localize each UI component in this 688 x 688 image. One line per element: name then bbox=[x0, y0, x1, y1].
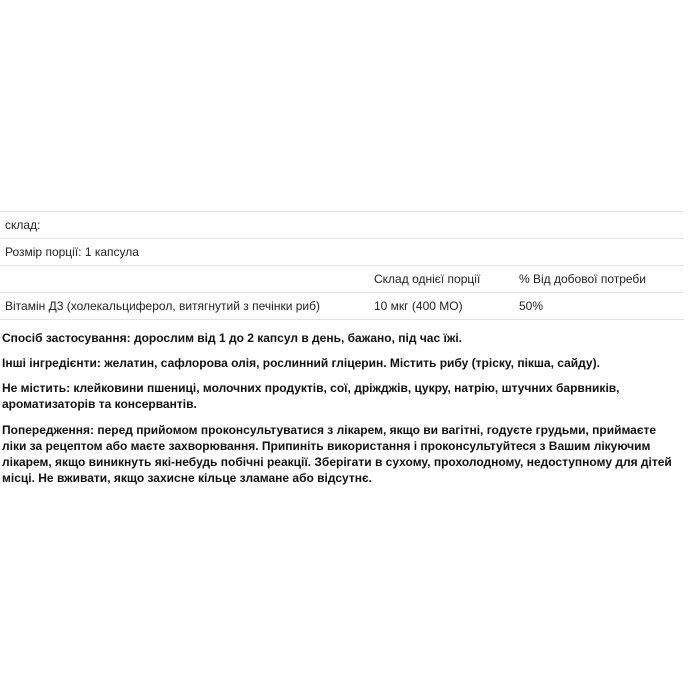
composition-header-row bbox=[0, 212, 684, 239]
free-of-text: клейковини пшениці, молочних продуктів, сої, дріжджів, цукру, натрію, штучних барвників, ароматизаторів та консервантів. bbox=[2, 381, 620, 411]
serving-size-row bbox=[0, 239, 684, 266]
warning-text: перед прийомом проконсультуватися з лікарем, якщо ви вагітні, годуєте грудьми, приймаєте ліки за рецептом або маєте захворювання. Припиніть використання і проконсультуйтеся з Вашим лікуючим лікарем, якщо виникнуть які-небудь побічні реакції. Зберігати в сухому, прохолодному, недоступному для дітей місці. Не вживати, якщо захисне кільце зламане або відсутнє. bbox=[2, 423, 672, 485]
nutrient-amount: 10 мкг (400 МО) bbox=[369, 293, 514, 320]
free-of-label: Не містить: bbox=[2, 381, 71, 395]
composition-header: склад: bbox=[0, 212, 684, 239]
free-of-note bbox=[2, 380, 682, 412]
usage-note bbox=[2, 330, 682, 346]
column-header-name bbox=[0, 266, 369, 293]
serving-size: Розмір порції: 1 капсула bbox=[0, 239, 684, 266]
table-row bbox=[0, 293, 684, 320]
supplement-facts-panel bbox=[0, 211, 684, 496]
usage-label: Спосіб застосування: bbox=[2, 331, 131, 345]
warning-note bbox=[2, 422, 682, 486]
warning-label: Попередження: bbox=[2, 423, 95, 437]
nutrient-daily-value: 50% bbox=[514, 293, 684, 320]
usage-text: дорослим від 1 до 2 капсул в день, бажано, під час їжі. bbox=[130, 331, 463, 345]
other-ingredients-label: Інші інгредієнти: bbox=[2, 356, 101, 370]
column-header-row bbox=[0, 266, 684, 293]
product-notes bbox=[0, 320, 682, 486]
composition-table bbox=[0, 211, 684, 320]
column-header-daily-value: % Від добової потреби bbox=[514, 266, 684, 293]
other-ingredients-text: желатин, сафлорова олія, рослинний гліцерин. Містить рибу (тріску, пікша, сайду). bbox=[100, 356, 600, 370]
other-ingredients-note bbox=[2, 355, 682, 371]
column-header-amount: Склад однієї порції bbox=[369, 266, 514, 293]
nutrient-name: Вітамін Д3 (холекальциферол, витягнутий з печінки риб) bbox=[0, 293, 369, 320]
